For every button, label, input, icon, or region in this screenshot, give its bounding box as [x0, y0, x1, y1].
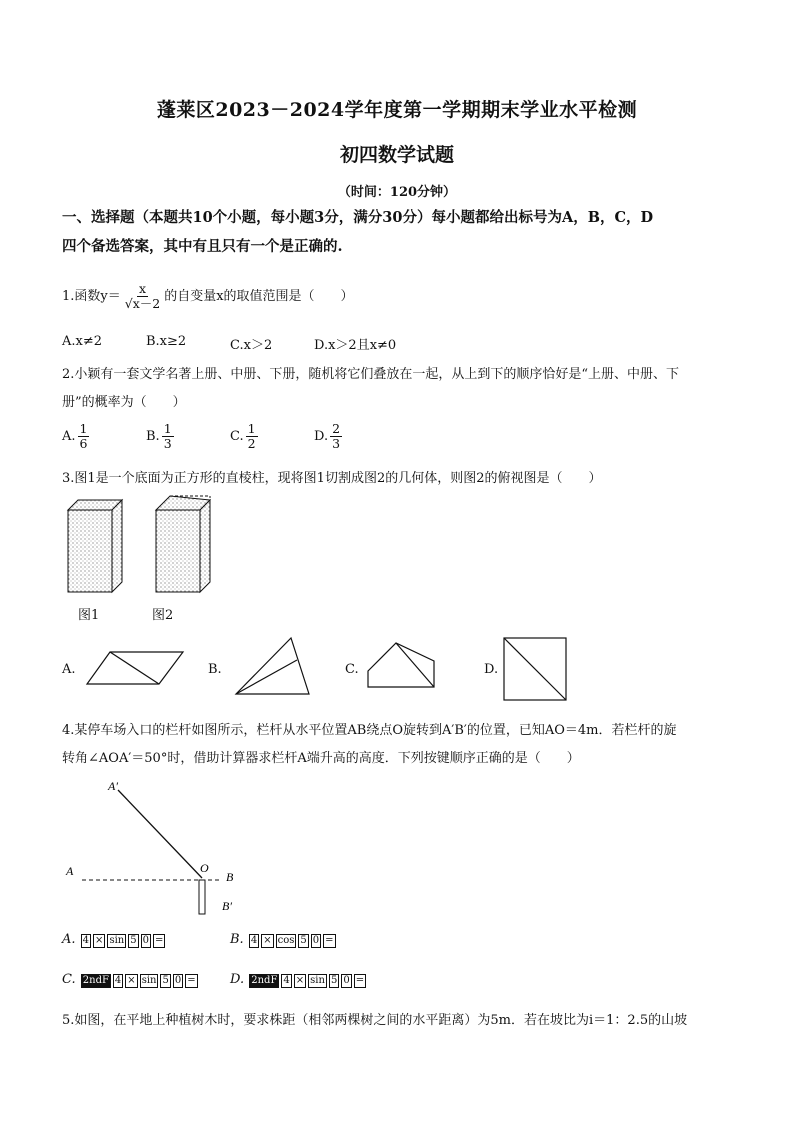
svg-text:O: O — [200, 861, 209, 875]
exam-time: （时间：120分钟） — [337, 185, 457, 200]
q3-option-b-shape — [233, 636, 313, 698]
rotated-bar — [118, 790, 202, 878]
exam-subtitle: 初四数学试题 — [339, 144, 454, 166]
q1-option-c: C.x＞2 — [230, 338, 273, 353]
q3-option-b-label: B. — [208, 662, 222, 677]
svg-text:A: A — [66, 864, 74, 878]
q2-option-c: C. $\frac{1}{2}$ — [230, 421, 256, 451]
q3-option-c-shape — [366, 641, 438, 691]
q4-line1: 4.某停车场入口的栏杆如图所示，栏杆从水平位置AB绕点O旋转到A′B′的位置，已知AO＝4m．若栏杆的旋 — [62, 723, 677, 738]
q1-frac-den: √x－2 — [124, 296, 161, 311]
q4-barrier-figure — [60, 778, 250, 918]
q1-frac-num: x — [138, 281, 147, 296]
q3-option-a-label: A. — [62, 662, 76, 677]
q4-option-a: A. 4 × sin 5 0 = — [62, 932, 164, 947]
q4-line2: 转角∠AOA′＝50°时，借助计算器求栏杆A端升高的高度．下列按键顺序正确的是（ ） — [62, 751, 580, 766]
section-heading-line1: 一、选择题（本题共10个小题，每小题3分，满分30分）每小题都给出标号为A，B，C，D — [62, 209, 654, 226]
q1-suffix: 的自变量x的取值范围是（ ） — [164, 289, 354, 304]
exam-title: 蓬莱区2023－2024学年度第一学期期末学业水平检测 — [156, 99, 638, 121]
q3-option-c-label: C. — [345, 662, 359, 677]
q1-prefix: 1.函数y＝ — [62, 289, 121, 304]
q2-option-d: D. $\frac{2}{3}$ — [314, 421, 341, 451]
q3-option-d-shape — [502, 636, 568, 702]
q1-fraction — [123, 282, 162, 311]
svg-text:B: B — [226, 870, 234, 884]
q2-line1: 2.小颖有一套文学名著上册、中册、下册，随机将它们叠放在一起，从上到下的顺序恰好是“上册、中册、下 — [62, 367, 680, 382]
q5-text: 5.如图，在平地上种植树木时，要求株距（相邻两棵树之间的水平距离）为5m．若在坡比为i＝1：2.5的山坡 — [62, 1013, 688, 1028]
svg-text:A′: A′ — [108, 779, 118, 793]
section-heading-line2: 四个备选答案，其中有且只有一个是正确的. — [62, 238, 343, 255]
q3-option-a-shape — [85, 650, 187, 688]
fig1-label: 图1 — [78, 608, 100, 623]
question-1 — [62, 282, 742, 311]
q4-option-d: D. 2ndF 4 × sin 5 0 = — [230, 972, 365, 987]
q2-line2: 册”的概率为（ ） — [62, 395, 186, 410]
q3-figures — [60, 494, 230, 599]
q1-option-b: B.x≥2 — [146, 334, 187, 349]
post — [199, 880, 205, 914]
q2-option-b: B. $\frac{1}{3}$ — [146, 421, 172, 451]
q4-option-c: C. 2ndF 4 × sin 5 0 = — [62, 972, 196, 987]
q3-text: 3.图1是一个底面为正方形的直棱柱，现将图1切割成图2的几何体，则图2的俯视图是（ ） — [62, 471, 602, 486]
svg-text:B′: B′ — [222, 899, 232, 913]
q3-option-d-label: D. — [484, 662, 499, 677]
fig1-prism — [68, 500, 122, 592]
q2-option-a: A. $\frac{1}{6}$ — [62, 421, 88, 451]
q1-option-d: D.x＞2且x≠0 — [314, 338, 397, 353]
q4-option-b: B. 4 × cos 5 0 = — [230, 932, 334, 947]
q1-option-a: A.x≠2 — [62, 334, 103, 349]
fig2-cut-prism — [156, 496, 210, 592]
fig2-label: 图2 — [152, 608, 174, 623]
